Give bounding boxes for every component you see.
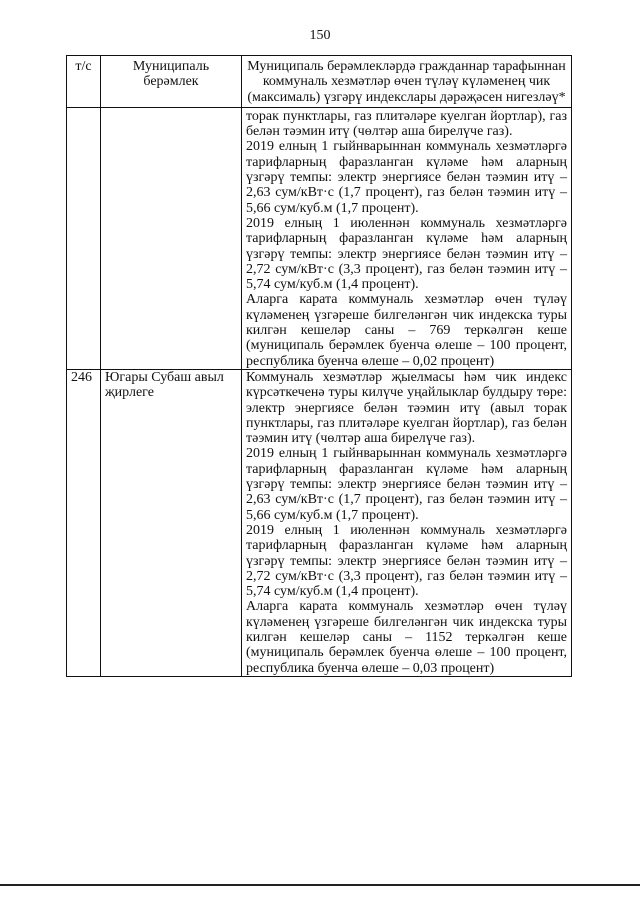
row-number: 246 bbox=[67, 369, 101, 676]
paragraph: Аларга карата коммуналь хезмәтләр өчен түләү күләменең үзгәреше билгеләнгән чик индекска туры килгән кешеләр саны – 1152 теркәлгән кеше (муниципаль берәмлек буенча өлеше – 100 процент, республика буенча өлеше – 0,03 процент) bbox=[246, 599, 567, 676]
page-number: 150 bbox=[309, 28, 331, 43]
row-municipality: Югары Субаш авыл җирлеге bbox=[101, 369, 242, 676]
table-row bbox=[67, 107, 572, 369]
paragraph: 2019 елның 1 гыйнварыннан коммуналь хезмәтләргә тарифларның фаразланган күләме һәм аларның үзгәрү темпы: электр энергиясе белән тәэмин итү – 2,63 сум/кВт·с (1,7 процент), газ белән тәэмин итү – 5,66 сум/куб.м (1,7 процент). bbox=[246, 139, 567, 216]
row-number bbox=[67, 107, 101, 369]
row-justification bbox=[242, 107, 572, 369]
table-row bbox=[67, 369, 572, 676]
row-justification bbox=[242, 369, 572, 676]
paragraph: торак пунктлары, газ плитәләре куелган йортлар), газ белән тәэмин итү (чөлтәр аша бирелүче газ). bbox=[246, 108, 567, 140]
header-municipality: Муниципаль берәмлек bbox=[101, 56, 242, 108]
header-justification: Муниципаль берәмлекләрдә гражданнар тарафыннан коммуналь хезмәтләр өчен түләү күләменең чик (максималь) үзгәрү индекслары дәрәҗәсен нигезләү* bbox=[242, 56, 572, 108]
paragraph: Коммуналь хезмәтләр җыелмасы һәм чик индекс күрсәткеченә туры килүче уңайлыклар булдыру төре: электр энергиясе белән тәэмин итү (авыл торак пунктлары, газ плитәләре куелган йортлар), газ белән тәэмин итү (чөлтәр аша бирелүче газ). bbox=[246, 369, 567, 447]
paragraph: 2019 елның 1 июленнән коммуналь хезмәтләргә тарифларның фаразланган күләме һәм аларның үзгәрү темпы: электр энергиясе белән тәэмин итү – 2,72 сум/кВт·с (3,3 процент), газ белән тәэмин итү – 5,74 сум/куб.м (1,4 процент). bbox=[246, 522, 567, 600]
paragraph: Аларга карата коммуналь хезмәтләр өчен түләү күләменең үзгәреше билгеләнгән чик индекска туры килгән кешеләр саны – 769 теркәлгән кеше (муниципаль берәмлек буенча өлеше – 100 процент, республика буенча өлеше – 0,02 процент) bbox=[246, 292, 567, 369]
row-municipality bbox=[101, 107, 242, 369]
paragraph: 2019 елның 1 гыйнварыннан коммуналь хезмәтләргә тарифларның фаразланган күләме һәм аларның үзгәрү темпы: электр энергиясе белән тәэмин итү – 2,63 сум/кВт·с (1,7 процент), газ белән тәэмин итү – 5,66 сум/куб.м (1,7 процент). bbox=[246, 446, 567, 523]
tariff-index-table bbox=[66, 55, 572, 677]
paragraph: 2019 елның 1 июленнән коммуналь хезмәтләргә тарифларның фаразланган күләме һәм аларның үзгәрү темпы: электр энергиясе белән тәэмин итү – 2,72 сум/кВт·с (3,3 процент), газ белән тәэмин итү – 5,74 сум/куб.м (1,4 процент). bbox=[246, 215, 567, 293]
table-header-row bbox=[67, 56, 572, 108]
header-number: т/с bbox=[67, 56, 101, 108]
page-bottom-edge bbox=[0, 884, 640, 886]
